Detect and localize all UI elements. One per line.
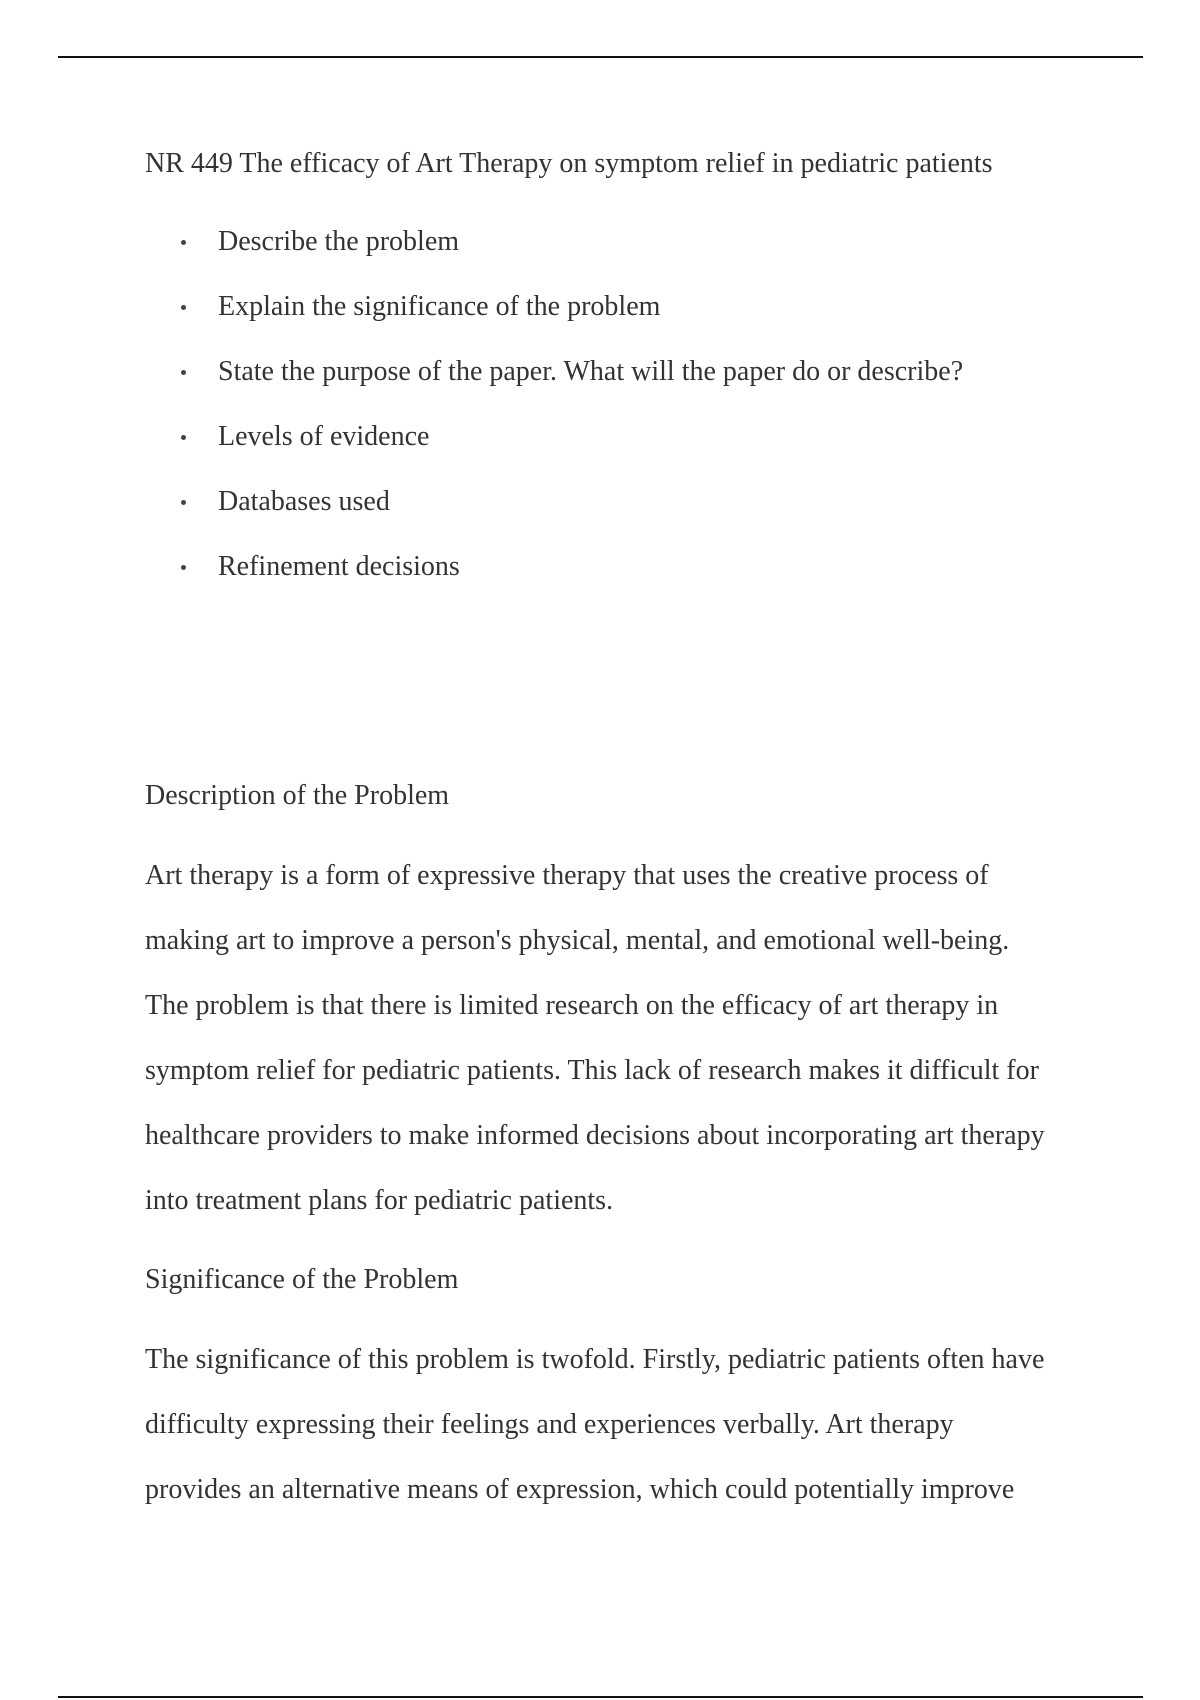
bullet-icon xyxy=(181,500,186,505)
bullet-icon xyxy=(181,305,186,310)
bullet-icon xyxy=(181,565,186,570)
bullet-text: Levels of evidence xyxy=(218,421,430,452)
bullet-icon xyxy=(181,370,186,375)
top-rule xyxy=(58,56,1143,58)
bullet-text: State the purpose of the paper. What will the paper do or describe? xyxy=(218,356,964,387)
bullet-icon xyxy=(181,240,186,245)
paragraph-line: provides an alternative means of expression, which could potentially improve xyxy=(145,1474,1015,1505)
bottom-rule xyxy=(58,1696,1143,1698)
bullet-text: Describe the problem xyxy=(218,226,460,257)
bullet-text: Explain the significance of the problem xyxy=(218,291,661,322)
bullet-item xyxy=(145,547,963,612)
paragraph-line: The problem is that there is limited research on the efficacy of art therapy in xyxy=(145,990,999,1021)
paragraph-line: The significance of this problem is twofold. Firstly, pediatric patients often have xyxy=(145,1344,1045,1375)
paragraph-line: healthcare providers to make informed decisions about incorporating art therapy xyxy=(145,1120,1045,1151)
section-heading-description: Description of the Problem xyxy=(145,780,450,811)
bullet-text: Refinement decisions xyxy=(218,551,460,582)
bullet-item xyxy=(145,352,963,417)
paragraph-description xyxy=(145,843,1075,1233)
paragraph-line: Art therapy is a form of expressive therapy that uses the creative process of xyxy=(145,860,989,891)
bullet-icon xyxy=(181,435,186,440)
bullet-item xyxy=(145,417,963,482)
bullet-list xyxy=(145,222,963,612)
paragraph-line: symptom relief for pediatric patients. This lack of research makes it difficult for xyxy=(145,1055,1039,1086)
paragraph-line: making art to improve a person's physical, mental, and emotional well-being. xyxy=(145,925,1010,956)
bullet-item xyxy=(145,222,963,287)
bullet-text: Databases used xyxy=(218,486,390,517)
paragraph-line: into treatment plans for pediatric patients. xyxy=(145,1185,614,1216)
section-heading-significance: Significance of the Problem xyxy=(145,1264,459,1295)
bullet-item xyxy=(145,482,963,547)
bullet-item xyxy=(145,287,963,352)
document-title: NR 449 The efficacy of Art Therapy on symptom relief in pediatric patients xyxy=(145,148,993,179)
paragraph-line: difficulty expressing their feelings and experiences verbally. Art therapy xyxy=(145,1409,954,1440)
paragraph-significance xyxy=(145,1327,1075,1522)
